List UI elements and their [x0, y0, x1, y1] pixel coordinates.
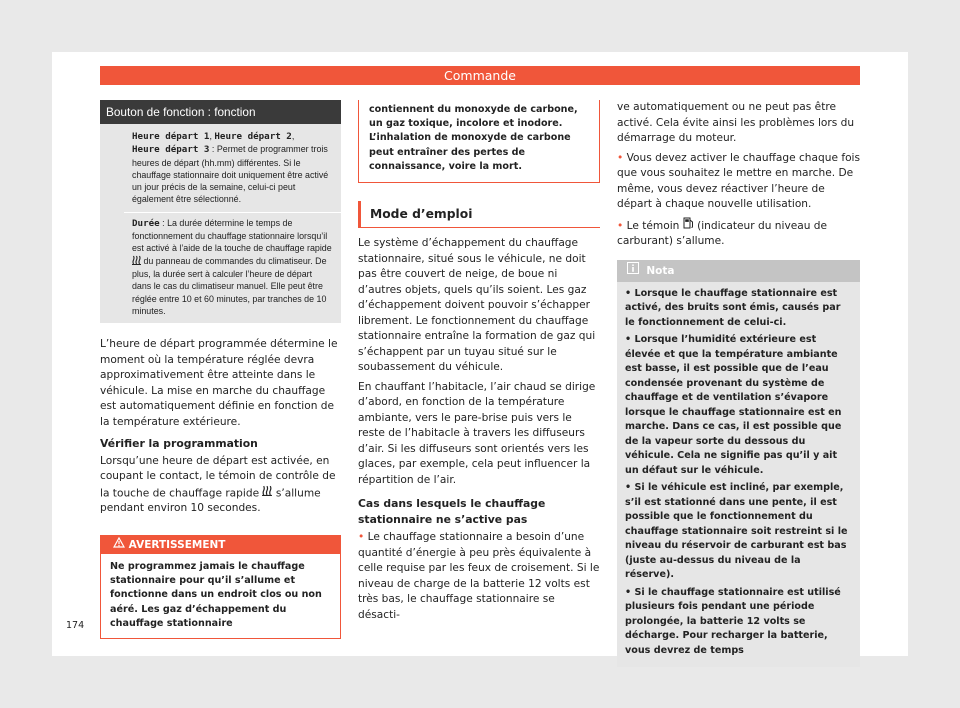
column-1	[100, 100, 341, 639]
function-box-divider	[124, 212, 341, 213]
verify-programming-paragraph: Lorsqu’une heure de départ est activée, en coupant le contact, le témoin de contrôle de la touche de chauffage rapide s’allume pendant environ 10 secondes.	[100, 454, 336, 515]
note-item: • Si le chauffage stationnaire est utilisé plusieurs fois pendant une période prolongée, la batterie 12 volts se décharge. Pour recharger la batterie, vous devrez de temps	[625, 586, 841, 656]
warning-body: Ne programmez jamais le chauffage stationnaire pour qu’il s’allume et fonctionne dans un endroit clos ou non aéré. Les gaz d’échappement du chauffage stationnaire	[110, 560, 322, 629]
heating-air-paragraph: En chauffant l’habitacle, l’air chaud se dirige d’abord, en fonction de la température ambiante, vers le pare-brise puis vers le reste de l’habitacle à travers les diffuseurs d’air. Si les diffuseurs sont orientés vers les glaces, par exemple, cela peut influencer la répartition de l’air.	[358, 380, 596, 486]
function-box	[100, 100, 341, 323]
warning-title: AVERTISSEMENT	[101, 536, 340, 554]
warning-continuation: contiennent du monoxyde de carbone, un gaz toxique, incolore et inodore. L’inhalation de monoxyde de carbone peut entraîner des pertes de connaissance, voire la mort.	[358, 100, 600, 183]
not-activating-heading: Cas dans lesquels le chauffage stationnaire ne s’active pas	[358, 497, 546, 526]
warning-box	[100, 535, 341, 639]
section-title-mode-emploi: Mode d’emploi	[358, 201, 600, 228]
note-box	[617, 260, 860, 668]
function-item-start-times: Heure départ 1, Heure départ 2, Heure départ 3 : Permet de programmer trois heures de départ (hh.mm) différentes. Si le chauffage stationnaire doit uniquement être activé un jour précis de la semaine, celui-ci peut également être sélectionné.	[132, 131, 329, 205]
function-box-body	[100, 124, 341, 323]
exhaust-paragraph: Le système d’échappement du chauffage stationnaire, situé sous le véhicule, ne doit pas être couvert de neige, de boue ni d’autres objets, quels qu’ils soient. Les gaz d’échappement doivent pouvoir s’échapper librement. Le fonctionnement du chauffage stationnaire entraîne la formation de gaz qui s’échappent par un tuyau situé sur le soubassement du véhicule.	[358, 237, 596, 374]
note-item: • Si le véhicule est incliné, par exemple, s’il est stationné dans une pente, il est possible que le fonctionnement du chauffage stationnaire soit restreint si le niveau du réservoir de carburant est bas (juste au-dessus du niveau de la réserve).	[625, 482, 848, 580]
note-body	[617, 282, 860, 668]
bullet-activate-each-time: • Vous devez activer le chauffage chaque fois que vous souhaitez le mettre en marche. De même, vous devez réactiver l’heure de départ à chaque nouvelle utilisation.	[617, 151, 861, 210]
bullet-fuel-indicator: • Le témoin (indicateur du niveau de carburant) s’allume.	[617, 217, 860, 250]
auto-off-paragraph: ve automatiquement ou ne peut pas être activé. Cela évite ainsi les problèmes lors du démarrage du moteur.	[617, 101, 855, 144]
bullet-energy: • Le chauffage stationnaire a besoin d’une quantité d’énergie à peu près équivalente à celle requise par les feux de croisement. Si le niveau de charge de la batterie 12 volts est très bas, le chauffage stationnaire se désacti-	[358, 531, 600, 621]
note-item: • Lorsque le chauffage stationnaire est activé, des bruits sont émis, causés par le fonctionnement de celui-ci.	[625, 287, 841, 328]
warning-triangle-icon	[113, 536, 125, 554]
page-number: 174	[66, 620, 85, 631]
note-item: • Lorsque l’humidité extérieure est élevée et que la température ambiante est basse, il est possible que de l’eau condensée provenant du système de chauffage et de ventilation s’évapore lorsque le chauffage stationnaire est en marche. Dans ce cas, il est possible que de la vapeur sorte du dessous du véhicule. Cela ne signifie pas qu’il y ait un défaut sur le véhicule.	[625, 334, 842, 476]
column-3	[617, 100, 860, 667]
function-item-duration: Durée : La durée détermine le temps de fonctionnement du chauffage stationnaire lorsqu’il est activé à l’aide de la touche de chauffage rapide du panneau de commandes du climatiseur. De plus, la durée sert à calculer l’heure de départ dans le cas du climatiseur manuel. Elle peut être réglée entre 10 et 60 minutes, par tranches de 10 minutes.	[132, 217, 332, 316]
start-time-paragraph: L’heure de départ programmée détermine le moment où la température réglée devra approximativement être atteinte dans le véhicule. La mise en marche du chauffage est automatiquement définie en fonction de la température extérieure.	[100, 338, 338, 428]
fuel-pump-icon	[683, 217, 694, 235]
column-2	[358, 100, 600, 623]
function-box-title: Bouton de fonction : fonction	[100, 100, 341, 124]
verify-programming-heading: Vérifier la programmation	[100, 437, 258, 451]
quick-heating-icon	[262, 485, 272, 502]
quick-heating-icon	[132, 255, 141, 268]
note-title: Nota	[617, 260, 860, 282]
info-icon	[627, 260, 639, 282]
page-header: Commande	[100, 66, 860, 85]
